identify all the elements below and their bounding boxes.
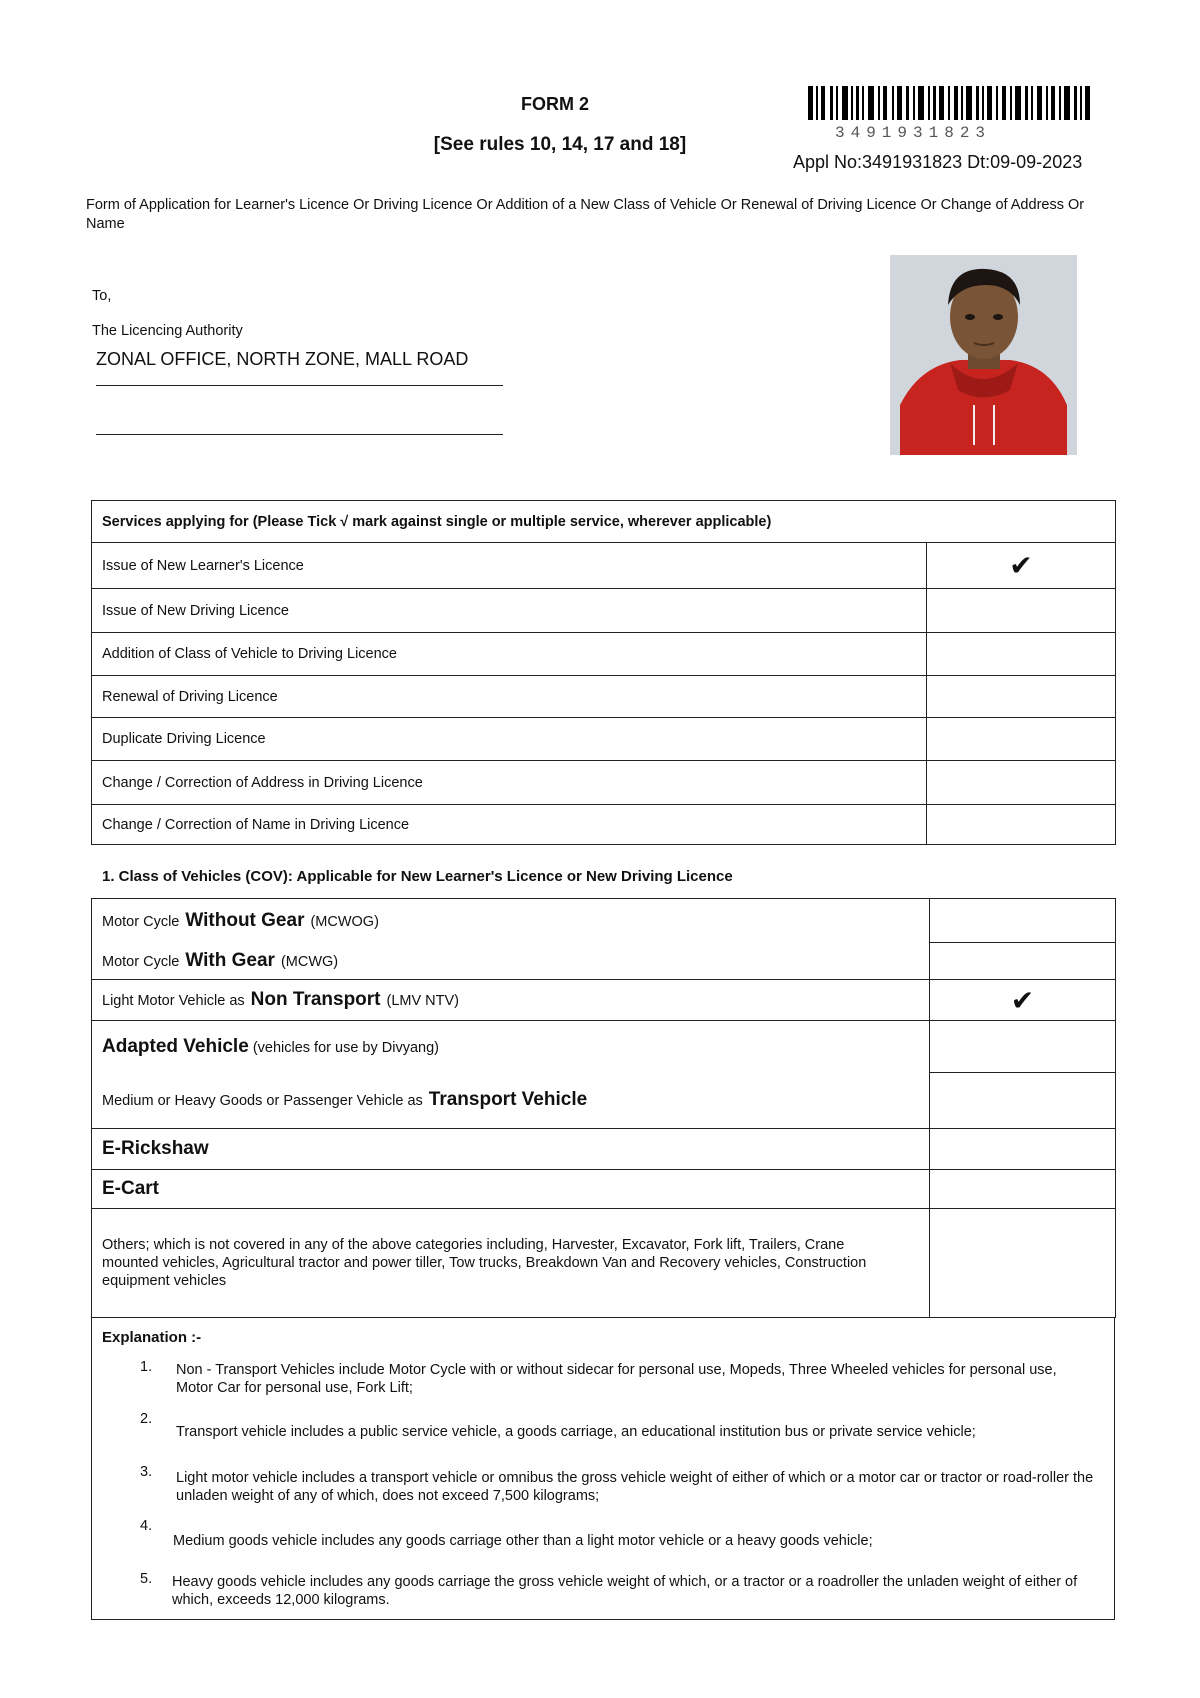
- cov-label: Adapted Vehicle (vehicles for use by Divyang): [92, 1021, 930, 1073]
- cov-checkbox-others[interactable]: [930, 1209, 1116, 1318]
- cov-row-lmv: [92, 980, 1116, 1021]
- explanation-box: [91, 1318, 1115, 1620]
- cov-label: E-Rickshaw: [92, 1129, 930, 1170]
- service-checkbox[interactable]: [927, 718, 1116, 761]
- cov-checkbox-mcwog[interactable]: [930, 899, 1116, 943]
- service-row: [92, 805, 1116, 845]
- service-label: Change / Correction of Address in Driving Licence: [92, 761, 927, 805]
- cov-label: Light Motor Vehicle as Non Transport (LMV NTV): [92, 980, 930, 1021]
- form-title: FORM 2: [520, 94, 589, 114]
- explanation-number: 3.: [140, 1464, 153, 1480]
- explanation-text: Heavy goods vehicle includes any goods carriage the gross vehicle weight of which, or a tractor or a roadroller the unladen weight of either of which, exceeds 12,000 kilograms.: [172, 1574, 1078, 1608]
- cov-checkbox-lmv[interactable]: [930, 980, 1116, 1021]
- service-row: [92, 543, 1116, 589]
- service-label: Addition of Class of Vehicle to Driving Licence: [92, 633, 927, 676]
- service-checkbox[interactable]: [927, 633, 1116, 676]
- cov-row-adapted: [92, 1021, 1116, 1073]
- cov-checkbox-erickshaw[interactable]: [930, 1129, 1116, 1170]
- address-line-2: [96, 434, 503, 435]
- service-checkbox[interactable]: [927, 676, 1116, 718]
- service-checkbox[interactable]: [927, 543, 1116, 589]
- service-row: [92, 718, 1116, 761]
- service-label: Issue of New Driving Licence: [92, 589, 927, 633]
- cov-checkbox-mcwg[interactable]: [930, 943, 1116, 980]
- address-line-1: [96, 385, 503, 386]
- service-checkbox[interactable]: [927, 805, 1116, 845]
- service-checkbox[interactable]: [927, 589, 1116, 633]
- office-address: ZONAL OFFICE, NORTH ZONE, MALL ROAD: [96, 349, 469, 369]
- cov-heading: 1. Class of Vehicles (COV): Applicable for New Learner's Licence or New Driving Licence: [102, 868, 733, 885]
- cov-row-others: [92, 1209, 1116, 1318]
- cov-row-mcwog: [92, 899, 1116, 943]
- service-row: [92, 589, 1116, 633]
- service-label: Issue of New Learner's Licence: [92, 543, 927, 589]
- cov-checkbox-ecart[interactable]: [930, 1170, 1116, 1209]
- service-checkbox[interactable]: [927, 761, 1116, 805]
- cov-row-mcwg: [92, 943, 1116, 980]
- cov-row-erickshaw: [92, 1129, 1116, 1170]
- cov-label: Others; which is not covered in any of the above categories including, Harvester, Excavator, Fork lift, Trailers, Crane mounted vehicles, Agricultural tractor and power tiller, Tow trucks, Breakdown Van and Recovery vehicles, Construction equipment vehicles: [92, 1209, 930, 1318]
- barcode-image: [808, 86, 1094, 124]
- cov-label: Medium or Heavy Goods or Passenger Vehicle as Transport Vehicle: [92, 1073, 930, 1129]
- application-number: Appl No:3491931823 Dt:09-09-2023: [793, 152, 1083, 172]
- cov-checkbox-adapted[interactable]: [930, 1021, 1116, 1073]
- cov-label: Motor Cycle Without Gear (MCWOG): [92, 899, 930, 943]
- form-description: Form of Application for Learner's Licence Or Driving Licence Or Addition of a New Class of Vehicle Or Renewal of Driving Licence Or Change of Address Or Name: [86, 197, 1085, 232]
- licencing-authority-label: The Licencing Authority: [92, 323, 243, 339]
- service-row: [92, 761, 1116, 805]
- cov-table: [91, 898, 1116, 1318]
- cov-row-transport: [92, 1073, 1116, 1129]
- cov-label: Motor Cycle With Gear (MCWG): [92, 943, 930, 980]
- form-rules: [See rules 10, 14, 17 and 18]: [433, 134, 687, 155]
- explanation-number: 4.: [140, 1518, 153, 1534]
- to-label: To,: [92, 288, 112, 304]
- services-table: [91, 500, 1116, 845]
- explanation-number: 1.: [140, 1359, 153, 1375]
- service-row: [92, 633, 1116, 676]
- explanation-text: Non - Transport Vehicles include Motor Cycle with or without sidecar for personal use, Mopeds, Three Wheeled vehicles for personal use, Motor Car for personal use, Fork Lift;: [176, 1362, 1057, 1396]
- service-label: Duplicate Driving Licence: [92, 718, 927, 761]
- applicant-photo: [890, 255, 1077, 455]
- explanation-text: Light motor vehicle includes a transport vehicle or omnibus the gross vehicle weight of either of which or a motor car or tractor or road-roller the unladen weight of any of which, does not exceed 7,500 kilograms;: [176, 1470, 1094, 1504]
- explanation-number: 2.: [140, 1411, 153, 1427]
- explanation-title: Explanation :-: [102, 1329, 202, 1346]
- explanation-text: Medium goods vehicle includes any goods carriage other than a light motor vehicle or a heavy goods vehicle;: [173, 1533, 873, 1549]
- check-icon: ✔: [1010, 983, 1035, 1017]
- cov-checkbox-transport[interactable]: [930, 1073, 1116, 1129]
- check-icon: ✔: [1009, 549, 1033, 582]
- explanation-text: Transport vehicle includes a public service vehicle, a goods carriage, an educational institution bus or private service vehicle;: [176, 1424, 976, 1440]
- service-row: [92, 676, 1116, 718]
- barcode-number: 3491931823: [835, 124, 992, 142]
- service-label: Renewal of Driving Licence: [92, 676, 927, 718]
- explanation-number: 5.: [140, 1571, 153, 1587]
- cov-row-ecart: [92, 1170, 1116, 1209]
- service-label: Change / Correction of Name in Driving Licence: [92, 805, 927, 845]
- services-header: Services applying for (Please Tick √ mark against single or multiple service, wherever applicable): [92, 501, 1116, 543]
- cov-label: E-Cart: [92, 1170, 930, 1209]
